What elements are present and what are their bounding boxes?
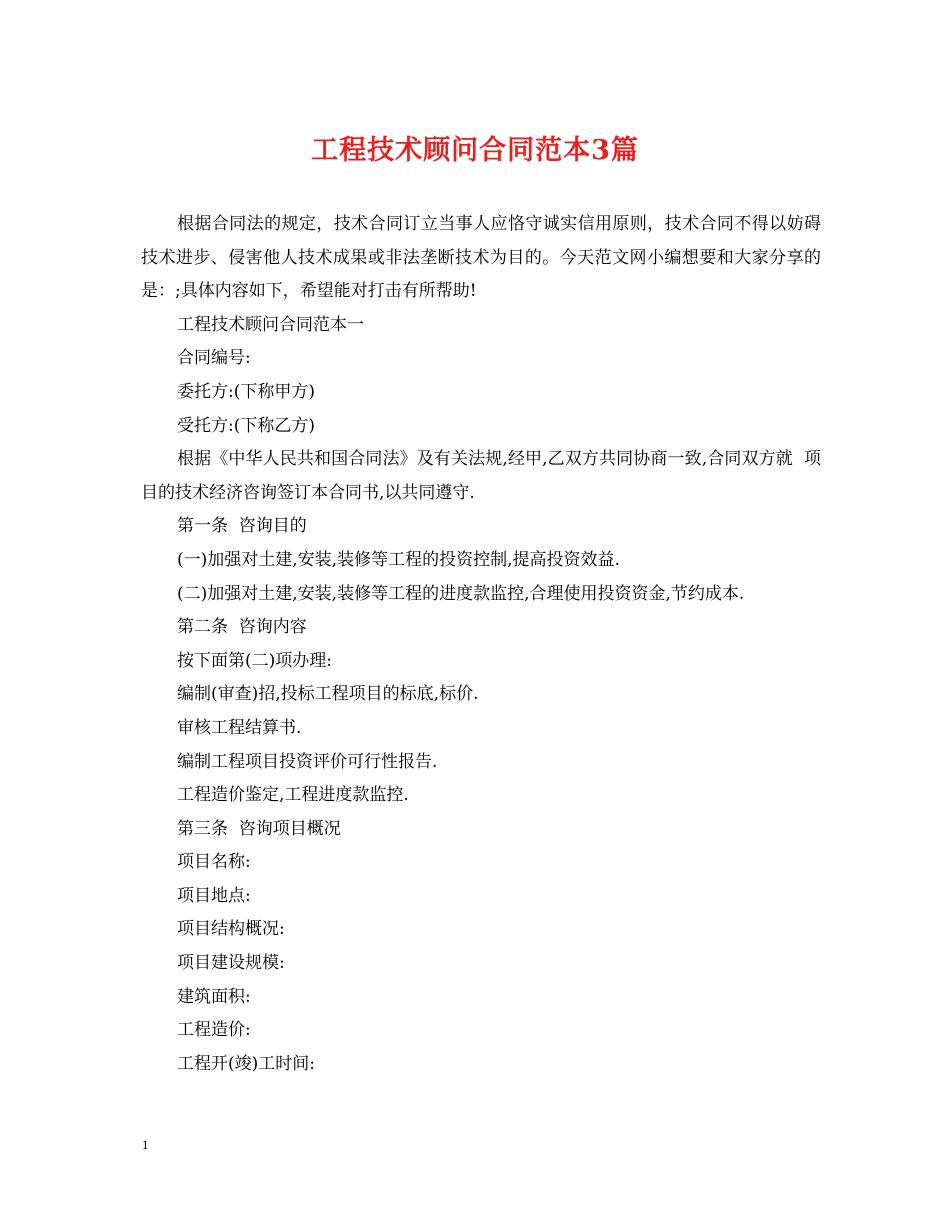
paragraph-article-2-item-1: 编制(审查)招,投标工程项目的标底,标价. — [177, 684, 479, 705]
paragraph-intro: 根据合同法的规定，技术合同订立当事人应恪守诚实信用原则，技术合同不得以妨碍技术进步、侵害他人技术成果或非法垄断技术为目的。今天范文网小编想要和大家分享的是：;具体内容如下，希望能对打击有所帮助! — [141, 214, 821, 302]
paragraph-contract-one-heading: 工程技术顾问合同范本一 — [177, 314, 364, 335]
paragraph-project-location: 项目地点: — [177, 885, 251, 906]
paragraph-article-3: 第三条 咨询项目概况 — [177, 818, 341, 839]
paragraph-article-2-instruction: 按下面第(二)项办理: — [177, 650, 332, 671]
paragraph-project-scale: 项目建设规模: — [177, 953, 285, 974]
paragraph-project-cost: 工程造价: — [177, 1020, 251, 1041]
paragraph-article-2: 第二条 咨询内容 — [177, 617, 307, 638]
paragraph-article-1-item-1: (一)加强对土建,安装,装修等工程的投资控制,提高投资效益. — [177, 549, 620, 570]
paragraph-project-name: 项目名称: — [177, 852, 251, 873]
paragraph-article-1: 第一条 咨询目的 — [177, 516, 307, 537]
paragraph-contractor: 受托方:(下称乙方) — [177, 415, 315, 436]
paragraph-project-structure: 项目结构概况: — [177, 919, 285, 940]
document-title: 工程技术顾问合同范本3篇 — [311, 135, 639, 166]
paragraph-article-2-item-3: 编制工程项目投资评价可行性报告. — [177, 751, 438, 772]
paragraph-client: 委托方:(下称甲方) — [177, 381, 315, 402]
paragraph-article-1-item-2: (二)加强对土建,安装,装修等工程的进度款监控,合理使用投资资金,节约成本. — [177, 583, 745, 604]
paragraph-project-schedule: 工程开(竣)工时间: — [177, 1053, 315, 1074]
paragraph-article-2-item-2: 审核工程结算书. — [177, 717, 302, 738]
paragraph-contract-number: 合同编号: — [177, 348, 251, 369]
paragraph-building-area: 建筑面积: — [177, 986, 251, 1007]
page-number: 1 — [142, 1137, 149, 1152]
paragraph-legal-basis: 根据《中华人民共和国合同法》及有关法规,经甲,乙双方共同协商一致,合同双方就 项目的技术经济咨询签订本合同书,以共同遵守. — [141, 449, 821, 503]
document-body — [141, 208, 821, 1081]
paragraph-article-2-item-4: 工程造价鉴定,工程进度款监控. — [177, 785, 409, 806]
